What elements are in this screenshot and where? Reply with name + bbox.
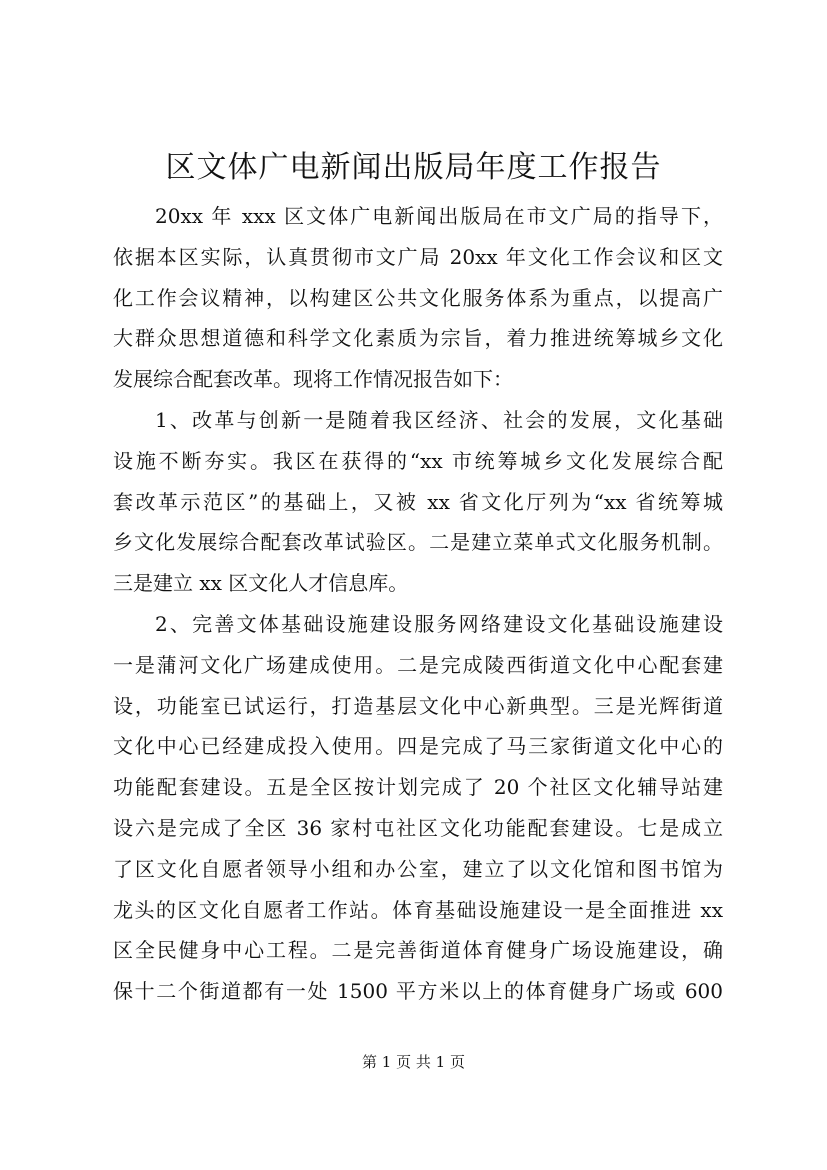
text-line: 文化中心已经建成投入使用。四是完成了马三家街道文化中心的 [113,734,723,759]
document-title: 区文体广电新闻出版局年度工作报告 [165,150,662,185]
text-line: 1、改革与创新一是随着我区经济、社会的发展，文化基础 [155,407,723,432]
text-line: 2、完善文体基础设施建设服务网络建设文化基础设施建设 [155,611,723,636]
text-line: 设施不断夯实。我区在获得的“xx 市统筹城乡文化发展综合配 [113,448,723,473]
text-line: 20xx 年 xxx 区文体广电新闻出版局在市文广局的指导下， [155,204,723,228]
text-line: 三是建立 xx 区文化人才信息库。 [113,571,409,596]
text-line: 一是蒲河文化广场建成使用。二是完成陵西街道文化中心配套建 [113,652,723,677]
text-line: 套改革示范区”的基础上，又被 xx 省文化厅列为“xx 省统筹城 [113,489,723,514]
text-line: 了区文化自愿者领导小组和办公室，建立了以文化馆和图书馆为 [113,856,723,881]
text-line: 发展综合配套改革。现将工作情况报告如下： [113,367,513,392]
text-line: 龙头的区文化自愿者工作站。体育基础设施建设一是全面推进 xx [113,897,723,922]
text-line: 化工作会议精神，以构建区公共文化服务体系为重点，以提高广 [113,285,723,310]
text-line: 区全民健身中心工程。二是完善街道体育健身广场设施建设，确 [113,938,723,963]
text-line: 设，功能室已试运行，打造基层文化中心新典型。三是光辉街道 [113,693,723,718]
text-line: 功能配套建设。五是全区按计划完成了 20 个社区文化辅导站建 [113,775,723,800]
text-line: 保十二个街道都有一处 1500 平方米以上的体育健身广场或 600 [113,979,723,1004]
document-body [113,196,723,1012]
page-footer: 第 1 页 共 1 页 [362,1053,465,1071]
text-line: 乡文化发展综合配套改革试验区。二是建立菜单式文化服务机制。 [113,530,723,555]
text-line: 设六是完成了全区 36 家村屯社区文化功能配套建设。七是成立 [113,815,723,840]
text-line: 大群众思想道德和科学文化素质为宗旨，着力推进统筹城乡文化 [113,326,723,351]
text-line: 依据本区实际，认真贯彻市文广局 20xx 年文化工作会议和区文 [113,244,723,269]
